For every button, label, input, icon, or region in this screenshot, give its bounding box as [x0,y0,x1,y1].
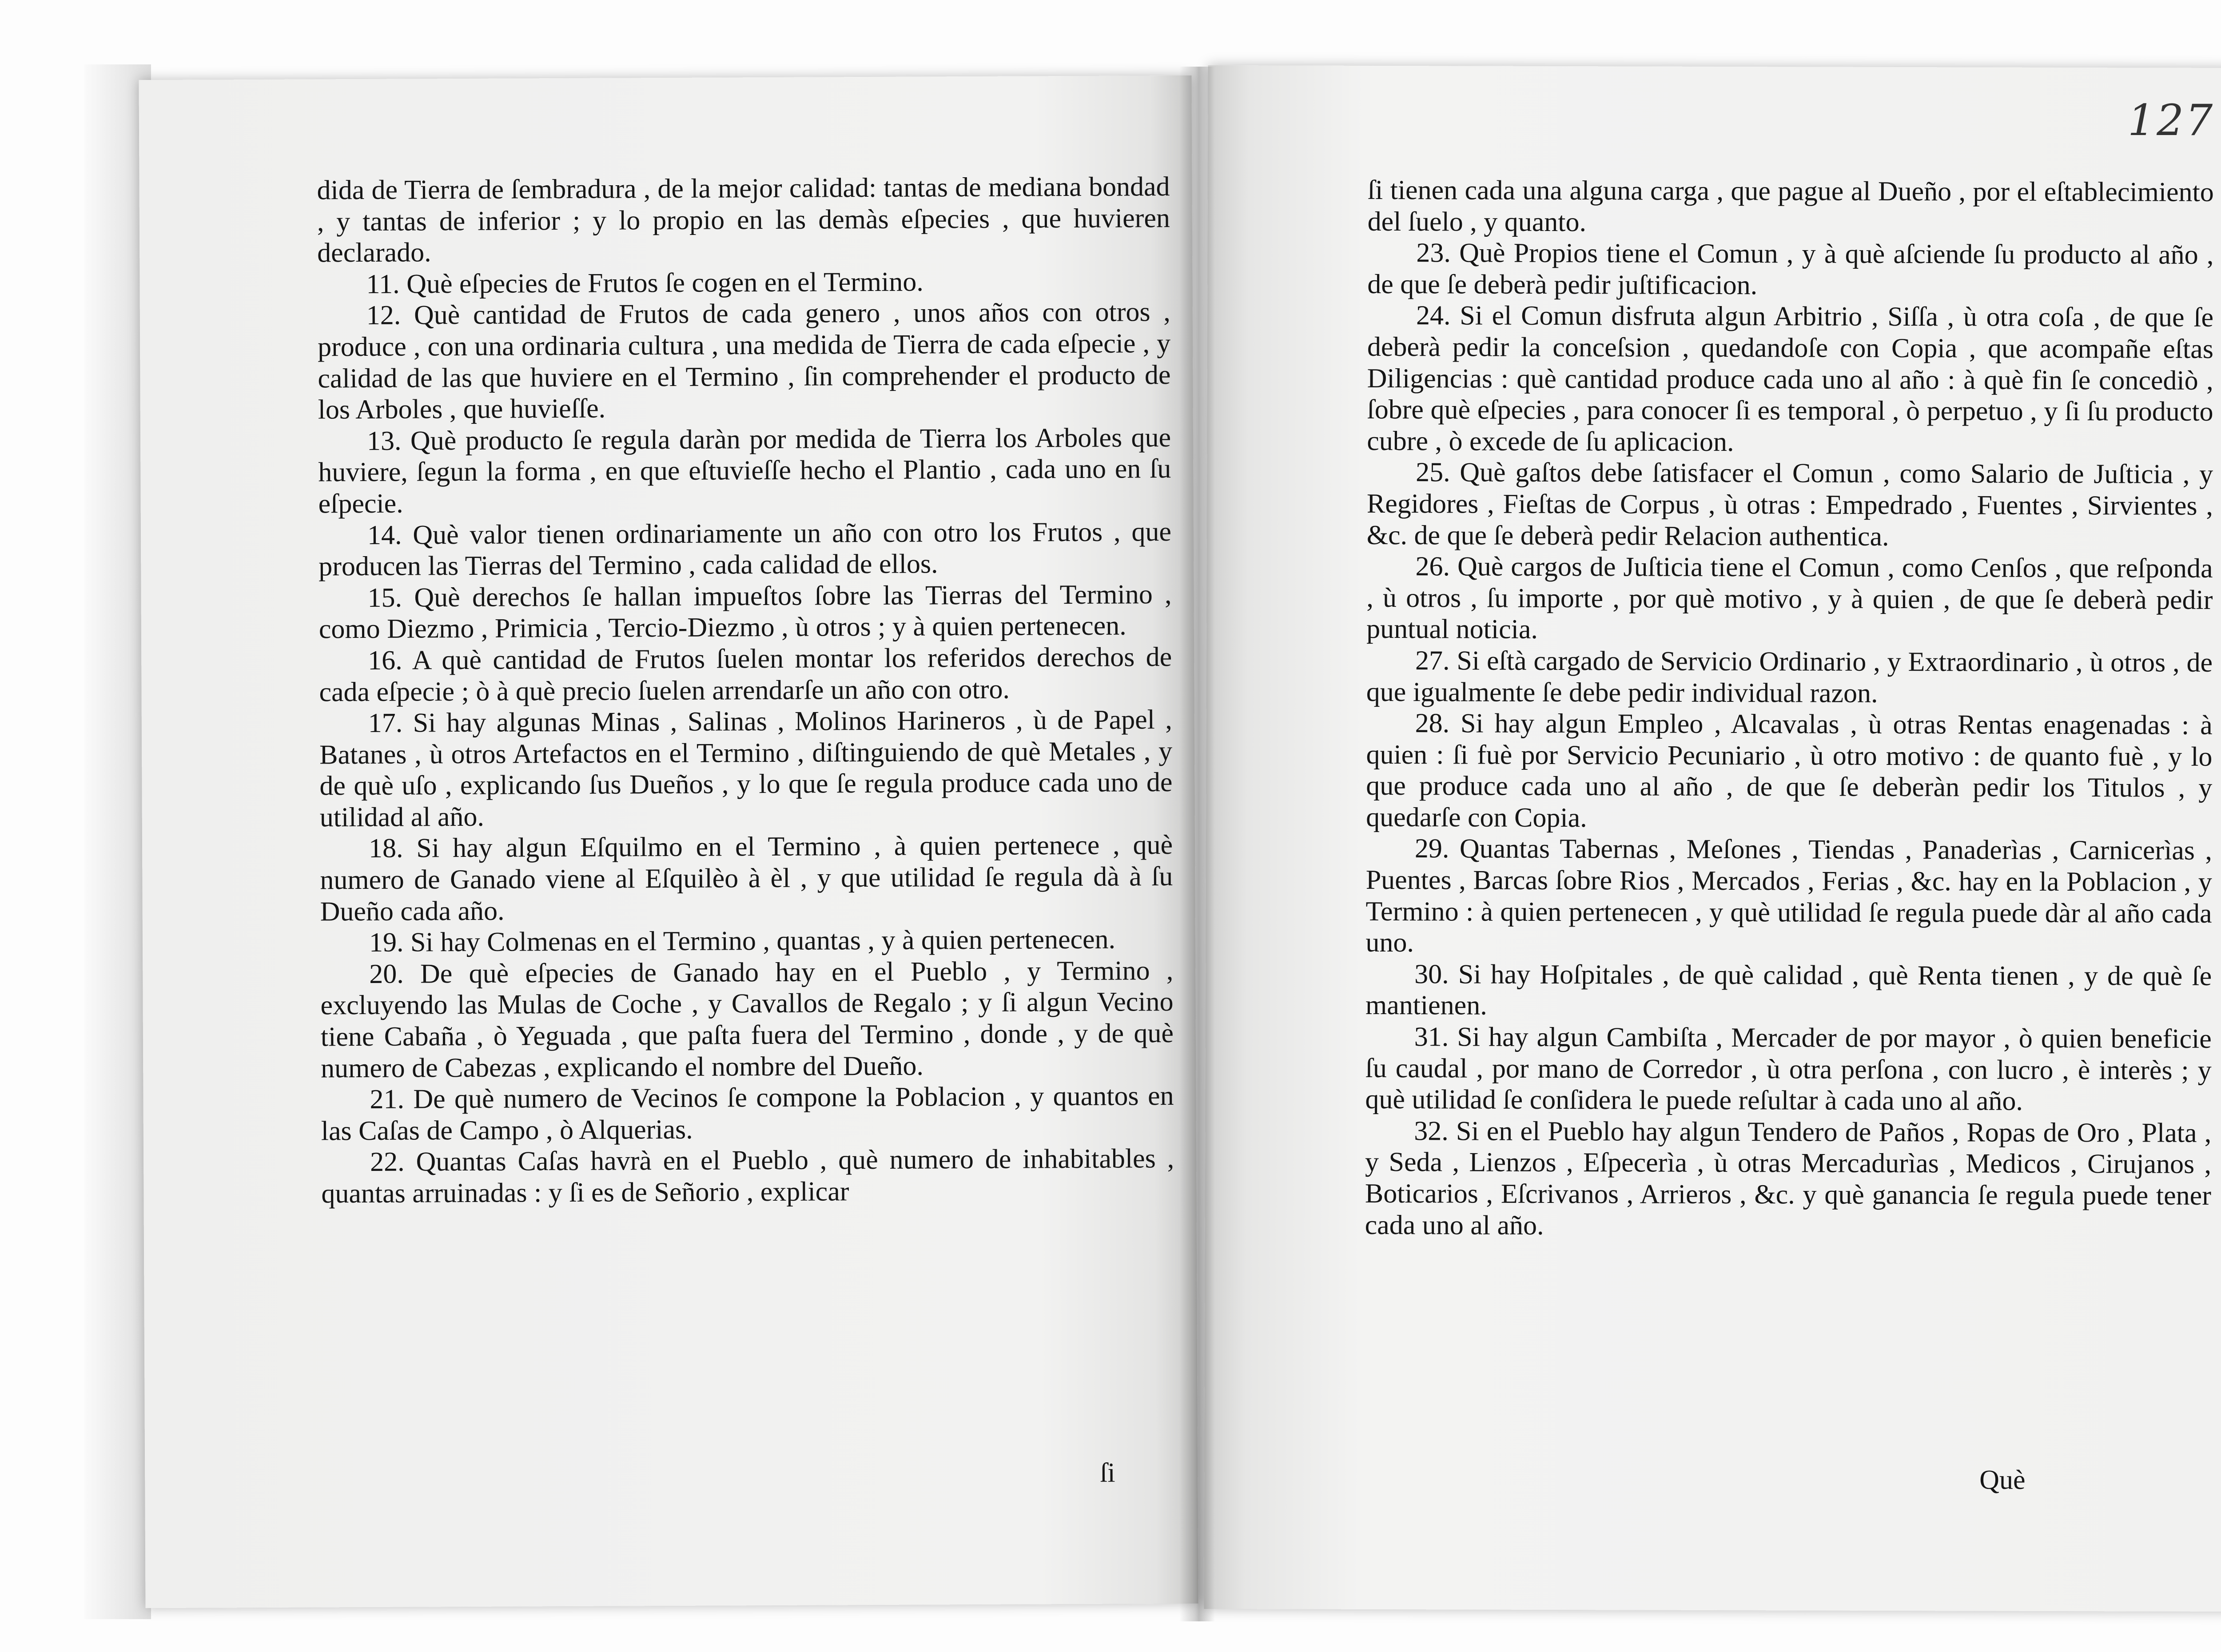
left-paragraph: 12. Què cantidad de Frutos de cada genero , unos años con otros , produce , con una ordinaria cultura , una medida de Tierra de cada eſpecie , y calidad de las que huviere en el Termino , ſin comprehender el producto de los Arboles , que huvieſſe. [317,297,1171,425]
left-page-text [317,171,1174,1210]
left-paragraph: 11. Què eſpecies de Frutos ſe cogen en el Termino. [366,267,923,299]
left-paragraph: dida de Tierra de ſembradura , de la mejor calidad: tantas de mediana bondad , y tantas de inferior ; y lo propio en las demàs eſpecies , que huvieren declarado. [317,171,1170,268]
left-page [139,76,1198,1608]
left-paragraph: 22. Quantas Caſas havrà en el Pueblo , què numero de inhabitables , quantas arruinadas : y ſi es de Señorio , explicar [321,1143,1174,1209]
left-paragraph: 20. De què eſpecies de Ganado hay en el Pueblo , y Termino , excluyendo las Mulas de Coche , y Cavallos de Regalo ; y ſi algun Vecino tiene Cabaña , ò Yeguada , que paſta fuera del Termino , donde , y de què numero de Cabezas , explicando el nombre del Dueño. [320,955,1174,1084]
folio-number: 127 [2128,96,2215,145]
right-page-text [1365,175,2214,1243]
left-paragraph: 18. Si hay algun Eſquilmo en el Termino , à quien pertenece , què numero de Ganado viene al Eſquilèo à èl , y que utilidad ſe regula dà à ſu Dueño cada año. [320,830,1173,927]
right-paragraph: ſi tienen cada una alguna carga , que pague al Dueño , por el eſtablecimiento del ſuelo , y quanto. [1367,175,2214,237]
right-paragraph: 25. Què gaſtos debe ſatisfacer el Comun , como Salario de Juſticia , y Regidores , Fieſtas de Corpus , ù otras : Empedrado , Fuentes , Sirvientes , &c. de que ſe deberà pedir Relacion authentica. [1366,457,2213,552]
left-paragraph: 19. Si hay Colmenas en el Termino , quantas , y à quien pertenecen. [369,924,1116,958]
left-paragraph: 14. Què valor tienen ordinariamente un año con otro los Frutos , que producen las Tierras del Termino , cada calidad de ellos. [318,516,1172,582]
right-paragraph: 28. Si hay algun Empleo , Alcavalas , ù otras Rentas enagenadas : à quien : ſi fuè por Servicio Pecuniario , ù otro motivo : de quanto fuè , y lo que produce cada uno al año , de que ſe deberàn pedir los Titulos , y quedarſe con Copia. [1366,708,2213,833]
right-paragraph: 24. Si el Comun disfruta algun Arbitrio , Siſſa , ù otra coſa , de que ſe deberà pedir la conceſsion , quedandoſe con Copia , que acompañe eſtas Diligencias : què cantidad produce cada uno al año : à què fin ſe concediò , ſobre què eſpecies , para conocer ſi es temporal , ò perpetuo , y ſi ſu producto cubre , ò excede de ſu aplicacion. [1367,300,2214,457]
right-page [1204,65,2221,1612]
right-paragraph: 27. Si eſtà cargado de Servicio Ordinario , y Extraordinario , ù otros , de que igualmente ſe debe pedir individual razon. [1366,645,2213,709]
left-paragraph: 15. Què derechos ſe hallan impueſtos ſobre las Tierras del Termino , como Diezmo , Primicia , Tercio-Diezmo , ù otros ; y à quien pertenecen. [318,579,1172,645]
book-gutter [1179,67,1215,1621]
right-paragraph: 29. Quantas Tabernas , Meſones , Tiendas , Panaderìas , Carnicerìas , Puentes , Barcas ſobre Rios , Mercados , Ferias , &c. hay en la Poblacion , y Termino : à quien pertenecen , y què utilidad ſe regula puede dàr al año cada uno. [1365,833,2213,958]
left-catchword: ſi [1100,1457,1115,1488]
right-paragraph: 32. Si en el Pueblo hay algun Tendero de Paños , Ropas de Oro , Plata , y Seda , Lienzos , Eſpecerìa , ù otras Mercadurìas , Medicos , Cirujanos , Boticarios , Eſcrivanos , Arrieros , &c. y què ganancia ſe regula puede tener cada uno al año. [1365,1115,2212,1241]
right-paragraph: 26. Què cargos de Juſticia tiene el Comun , como Cenſos , que reſponda , ù otros , ſu importe , por què motivo , y à quien , de que ſe deberà pedir puntual noticia. [1366,551,2213,645]
right-paragraph: 31. Si hay algun Cambiſta , Mercader de por mayor , ò quien beneficie ſu caudal , por mano de Corredor , ù otra perſona , con lucro , è interès ; y què utilidad ſe conſidera le puede reſultar à cada uno al año. [1365,1022,2212,1116]
right-paragraph: 23. Què Propios tiene el Comun , y à què aſciende ſu producto al año , de que ſe deberà pedir juſtificacion. [1367,238,2214,300]
right-catchword: Què [1979,1465,2026,1495]
left-paragraph: 21. De què numero de Vecinos ſe compone la Poblacion , y quantos en las Caſas de Campo , ò Alquerias. [321,1081,1174,1146]
left-paragraph: 17. Si hay algunas Minas , Salinas , Molinos Harineros , ù de Papel , Batanes , ù otros Artefactos en el Termino , diſtinguiendo de què Metales , y de què uſo , explicando ſus Dueños , y lo que ſe regula produce cada uno de utilidad al año. [319,705,1173,833]
left-paragraph: 16. A què cantidad de Frutos ſuelen montar los referidos derechos de cada eſpecie ; ò à què precio ſuelen arrendarſe un año con otro. [319,641,1172,707]
right-paragraph: 30. Si hay Hoſpitales , de què calidad , què Renta tienen , y de què ſe mantienen. [1365,959,2212,1021]
left-paragraph: 13. Què producto ſe regula daràn por medida de Tierra los Arboles que huviere, ſegun la forma , en que eſtuvieſſe hecho el Plantio , cada uno en ſu eſpecie. [318,422,1171,519]
